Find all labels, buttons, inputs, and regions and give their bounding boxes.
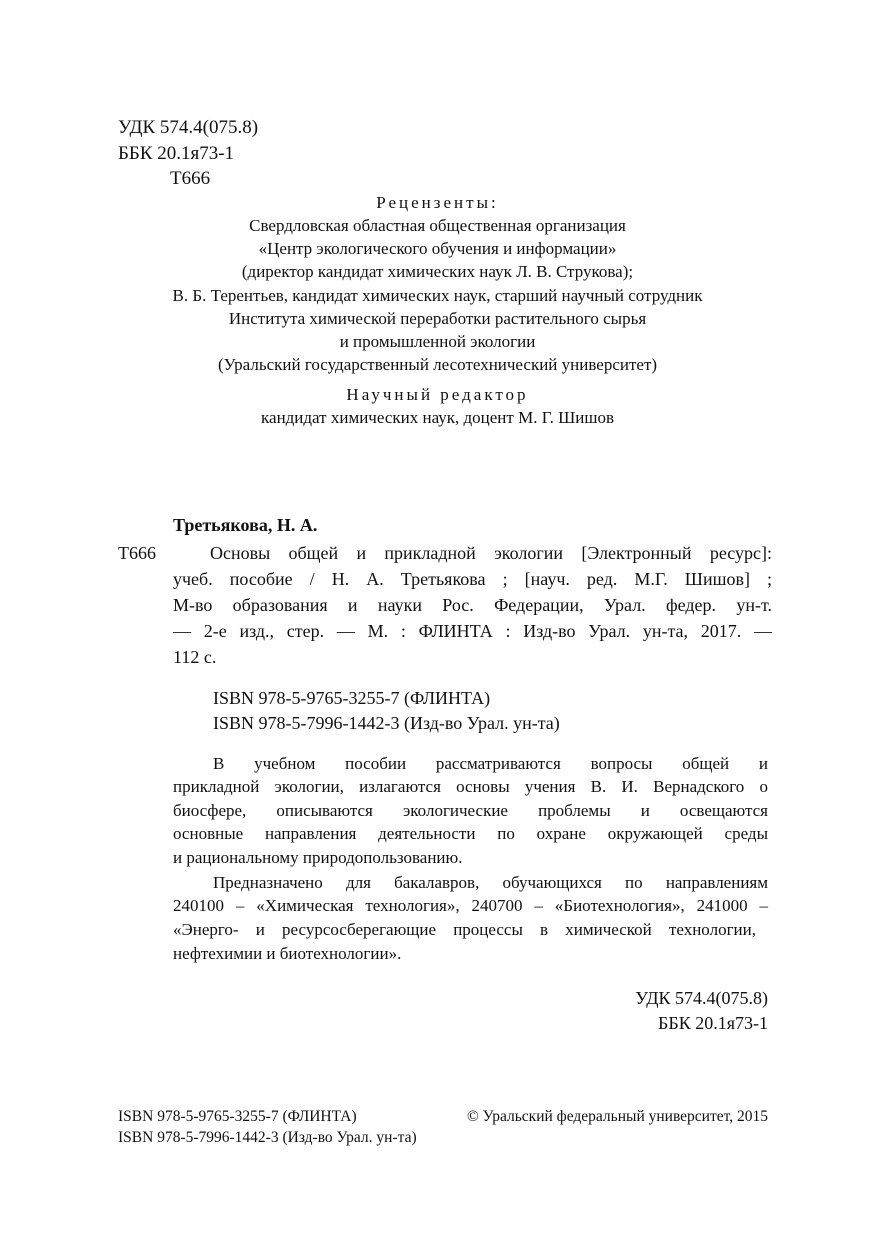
abstract-line: В учебном пособии рассматриваются вопросы общей и [213, 754, 768, 773]
abstract-line: основные направления деятельности по охране окружающей среды [173, 824, 768, 843]
author-sign: Т666 [170, 168, 211, 189]
abstract-line: прикладной экологии, излагаются основы учения В. И. Вернадского о [173, 777, 768, 796]
copyright: © Уральский федеральный университет, 2015 [466, 1108, 768, 1125]
footer-isbn: ISBN 978-5-7996-1442-3 (Изд-во Урал. ун-та) [118, 1129, 417, 1146]
reviewers-heading: Рецензенты: [376, 193, 499, 212]
reviewer-line: В. Б. Терентьев, кандидат химических наук, старший научный сотрудник [172, 286, 703, 305]
bbk-code: ББК 20.1я73-1 [118, 143, 235, 164]
bibliography-line: М-во образования и науки Рос. Федерации, Урал. федер. ун-т. [173, 595, 772, 615]
reviewer-line: «Центр экологического обучения и информации» [258, 239, 617, 258]
udk-code: УДК 574.4(075.8) [118, 117, 259, 138]
bibliography-line: Основы общей и прикладной экологии [Электронный ресурс]: [210, 543, 772, 563]
editor-line: кандидат химических наук, доцент М. Г. Шишов [261, 408, 614, 427]
editor-heading: Научный редактор [346, 385, 529, 404]
isbn-line: ISBN 978-5-7996-1442-3 (Изд-во Урал. ун-та) [213, 713, 560, 733]
abstract-line: Предназначено для бакалавров, обучающихся по направлениям [213, 873, 768, 892]
reviewer-line: Свердловская областная общественная организация [249, 216, 626, 235]
abstract-line: 240100 – «Химическая технология», 240700 – «Биотехнология», 241000 – [173, 896, 768, 915]
reviewer-line: и промышленной экологии [339, 332, 536, 351]
bibliography-sign: Т666 [118, 543, 156, 563]
abstract-line: нефтехимии и биотехнологии». [173, 944, 402, 963]
footer-isbn: ISBN 978-5-9765-3255-7 (ФЛИНТА) [118, 1108, 357, 1125]
bibliography-line: учеб. пособие / Н. А. Третьякова ; [науч. ред. М.Г. Шишов] ; [173, 569, 772, 589]
bibliography-line: 112 с. [173, 647, 217, 667]
author-name: Третьякова, Н. А. [173, 515, 318, 535]
abstract-line: биосфере, описываются экологические проблемы и освещаются [173, 801, 768, 820]
udk-code-bottom: УДК 574.4(075.8) [635, 988, 768, 1008]
abstract-line: «Энерго- и ресурсосберегающие процессы в химической технологии, [173, 920, 756, 939]
reviewer-line: Института химической переработки растительного сырья [228, 309, 647, 328]
reviewer-line: (Уральский государственный лесотехнический университет) [217, 355, 658, 374]
bibliography-line: — 2-е изд., стер. — М. : ФЛИНТА : Изд-во Урал. ун-та, 2017. — [173, 621, 772, 641]
isbn-line: ISBN 978-5-9765-3255-7 (ФЛИНТА) [213, 688, 491, 708]
bbk-code-bottom: ББК 20.1я73-1 [658, 1013, 768, 1033]
abstract-line: и рациональному природопользованию. [173, 848, 463, 867]
reviewer-line: (директор кандидат химических наук Л. В. Струкова); [241, 262, 634, 281]
